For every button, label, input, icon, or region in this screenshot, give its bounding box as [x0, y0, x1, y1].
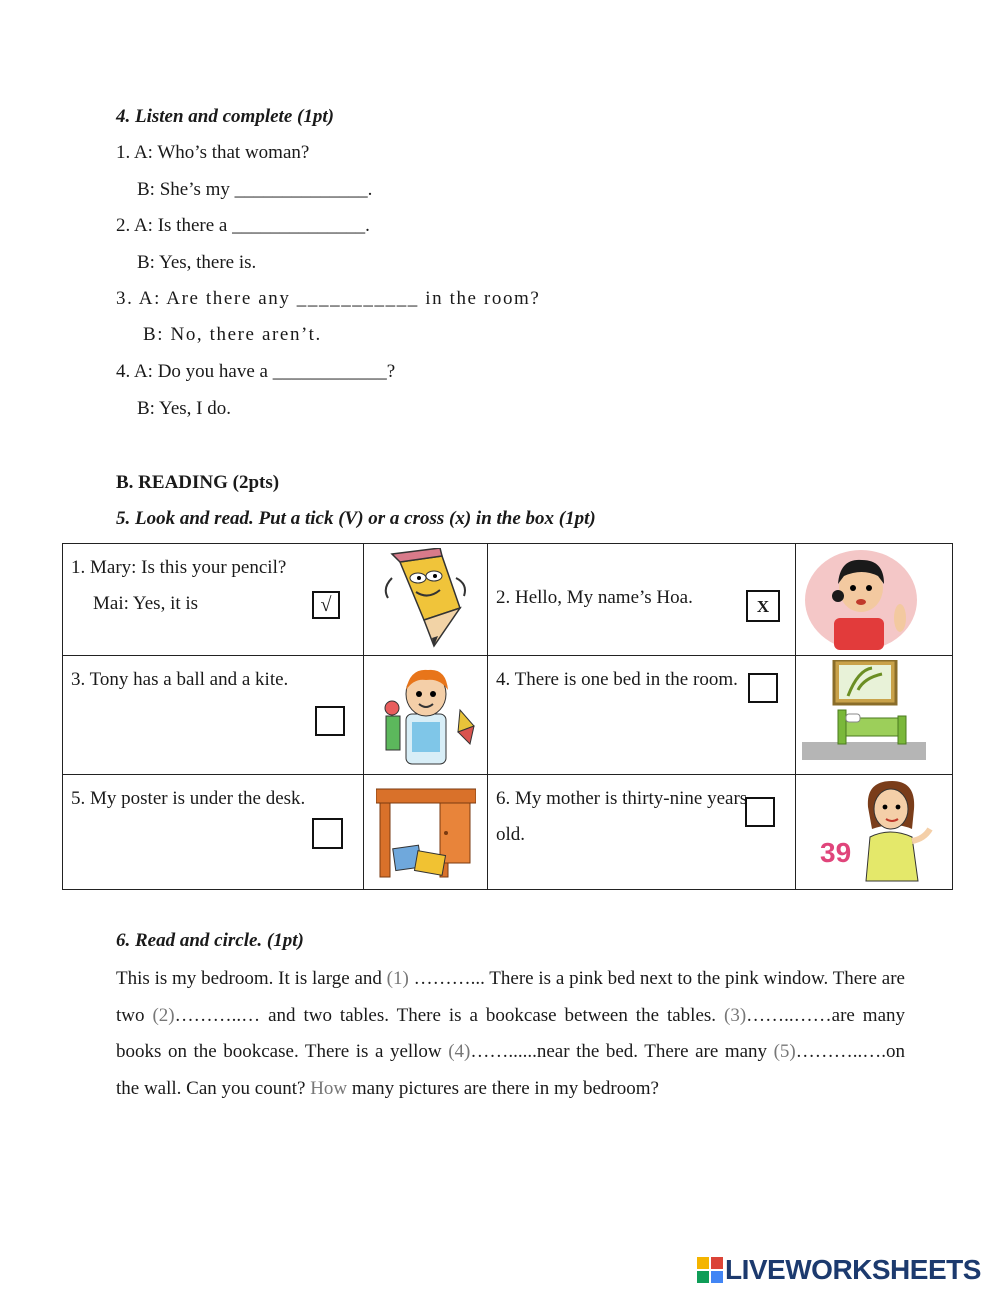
item5-answer-box[interactable] [312, 818, 343, 849]
pencil-cartoon-image [372, 548, 477, 650]
how-word: How [310, 1077, 348, 1099]
para-text-4: ……..……are many books on the bookcase. There is a yellow [116, 1004, 906, 1062]
blank-4-number: (4) [448, 1041, 471, 1062]
item6-question-cont: old. [496, 824, 526, 845]
reading-title: B. READING (2pts) [116, 472, 280, 493]
para-text-6: ………..….on the wall. Can you count? [116, 1041, 905, 1099]
liveworksheets-logo[interactable] [697, 1252, 981, 1288]
item1-question: 1. Mary: Is this your pencil? [71, 557, 287, 578]
item5-cell [63, 775, 364, 890]
item2-answer-box[interactable]: X [746, 590, 780, 622]
blank-2-number: (2) [152, 1004, 175, 1026]
para-text-7: many pictures are there in my bedroom? [347, 1077, 659, 1099]
para-text-2: ………... There is a pink bed next to the pink window. There are two [116, 968, 905, 1026]
desk-with-books-image [376, 785, 476, 881]
item6-cell [488, 775, 796, 890]
item1-answer: Mai: Yes, it is [93, 593, 199, 614]
woman-cartoon-image [854, 777, 934, 883]
bed-and-window-image [802, 660, 930, 762]
item6-question: 6. My mother is thirty-nine years [496, 788, 748, 809]
section4-title: 4. Listen and complete (1pt) [116, 106, 334, 127]
item1-cell [63, 544, 364, 656]
item1-answer-box[interactable]: √ [312, 591, 340, 619]
para-text-5: ……......near the bed. There are many [470, 1041, 774, 1062]
girl-cartoon-image [804, 548, 919, 652]
boy-with-toys-image [370, 660, 480, 770]
blank-5-number: (5) [773, 1041, 796, 1062]
q3-line-a: 3. A: Are there any ___________ in the room? [116, 288, 541, 309]
item6-picture-cell [796, 775, 953, 890]
age-label: 39 [820, 837, 852, 868]
reading-paragraph [116, 961, 905, 1107]
item3-picture-cell [364, 656, 488, 775]
q2-line-b: B: Yes, there is. [137, 252, 257, 273]
item6-answer-box[interactable] [745, 797, 775, 827]
liveworksheets-logo-text: LIVEWORKSHEETS [725, 1254, 981, 1285]
q4-line-a: 4. A: Do you have a ____________? [116, 361, 396, 382]
blank-1-number: (1) [386, 968, 409, 989]
item4-question: 4. There is one bed in the room. [496, 669, 738, 690]
item1-picture-cell [364, 544, 488, 656]
q1-line-b: B: She’s my ______________. [137, 179, 373, 200]
item5-question: 5. My poster is under the desk. [71, 788, 306, 809]
q3-line-b: B: No, there aren’t. [143, 324, 322, 345]
item2-cell [488, 544, 796, 656]
item2-picture-cell [796, 544, 953, 656]
para-text-3: ………..… and two tables. There is a bookcase between the tables. [174, 1004, 724, 1026]
item5-picture-cell [364, 775, 488, 890]
item4-cell [488, 656, 796, 775]
q4-line-b: B: Yes, I do. [137, 398, 231, 419]
item4-picture-cell [796, 656, 953, 775]
section5-title: 5. Look and read. Put a tick (V) or a cross (x) in the box (1pt) [116, 508, 596, 529]
tick-cross-table [62, 543, 953, 890]
liveworksheets-logo-icon [697, 1257, 723, 1283]
item4-answer-box[interactable] [748, 673, 778, 703]
item2-question: 2. Hello, My name’s Hoa. [496, 587, 693, 608]
item3-question: 3. Tony has a ball and a kite. [71, 669, 289, 690]
para-text-1: This is my bedroom. It is large and [116, 968, 387, 989]
section6-title: 6. Read and circle. (1pt) [116, 930, 304, 951]
q1-line-a: 1. A: Who’s that woman? [116, 142, 310, 163]
item3-answer-box[interactable] [315, 706, 345, 736]
item3-cell [63, 656, 364, 775]
blank-3-number: (3) [724, 1004, 747, 1026]
q2-line-a: 2. A: Is there a ______________. [116, 215, 370, 236]
